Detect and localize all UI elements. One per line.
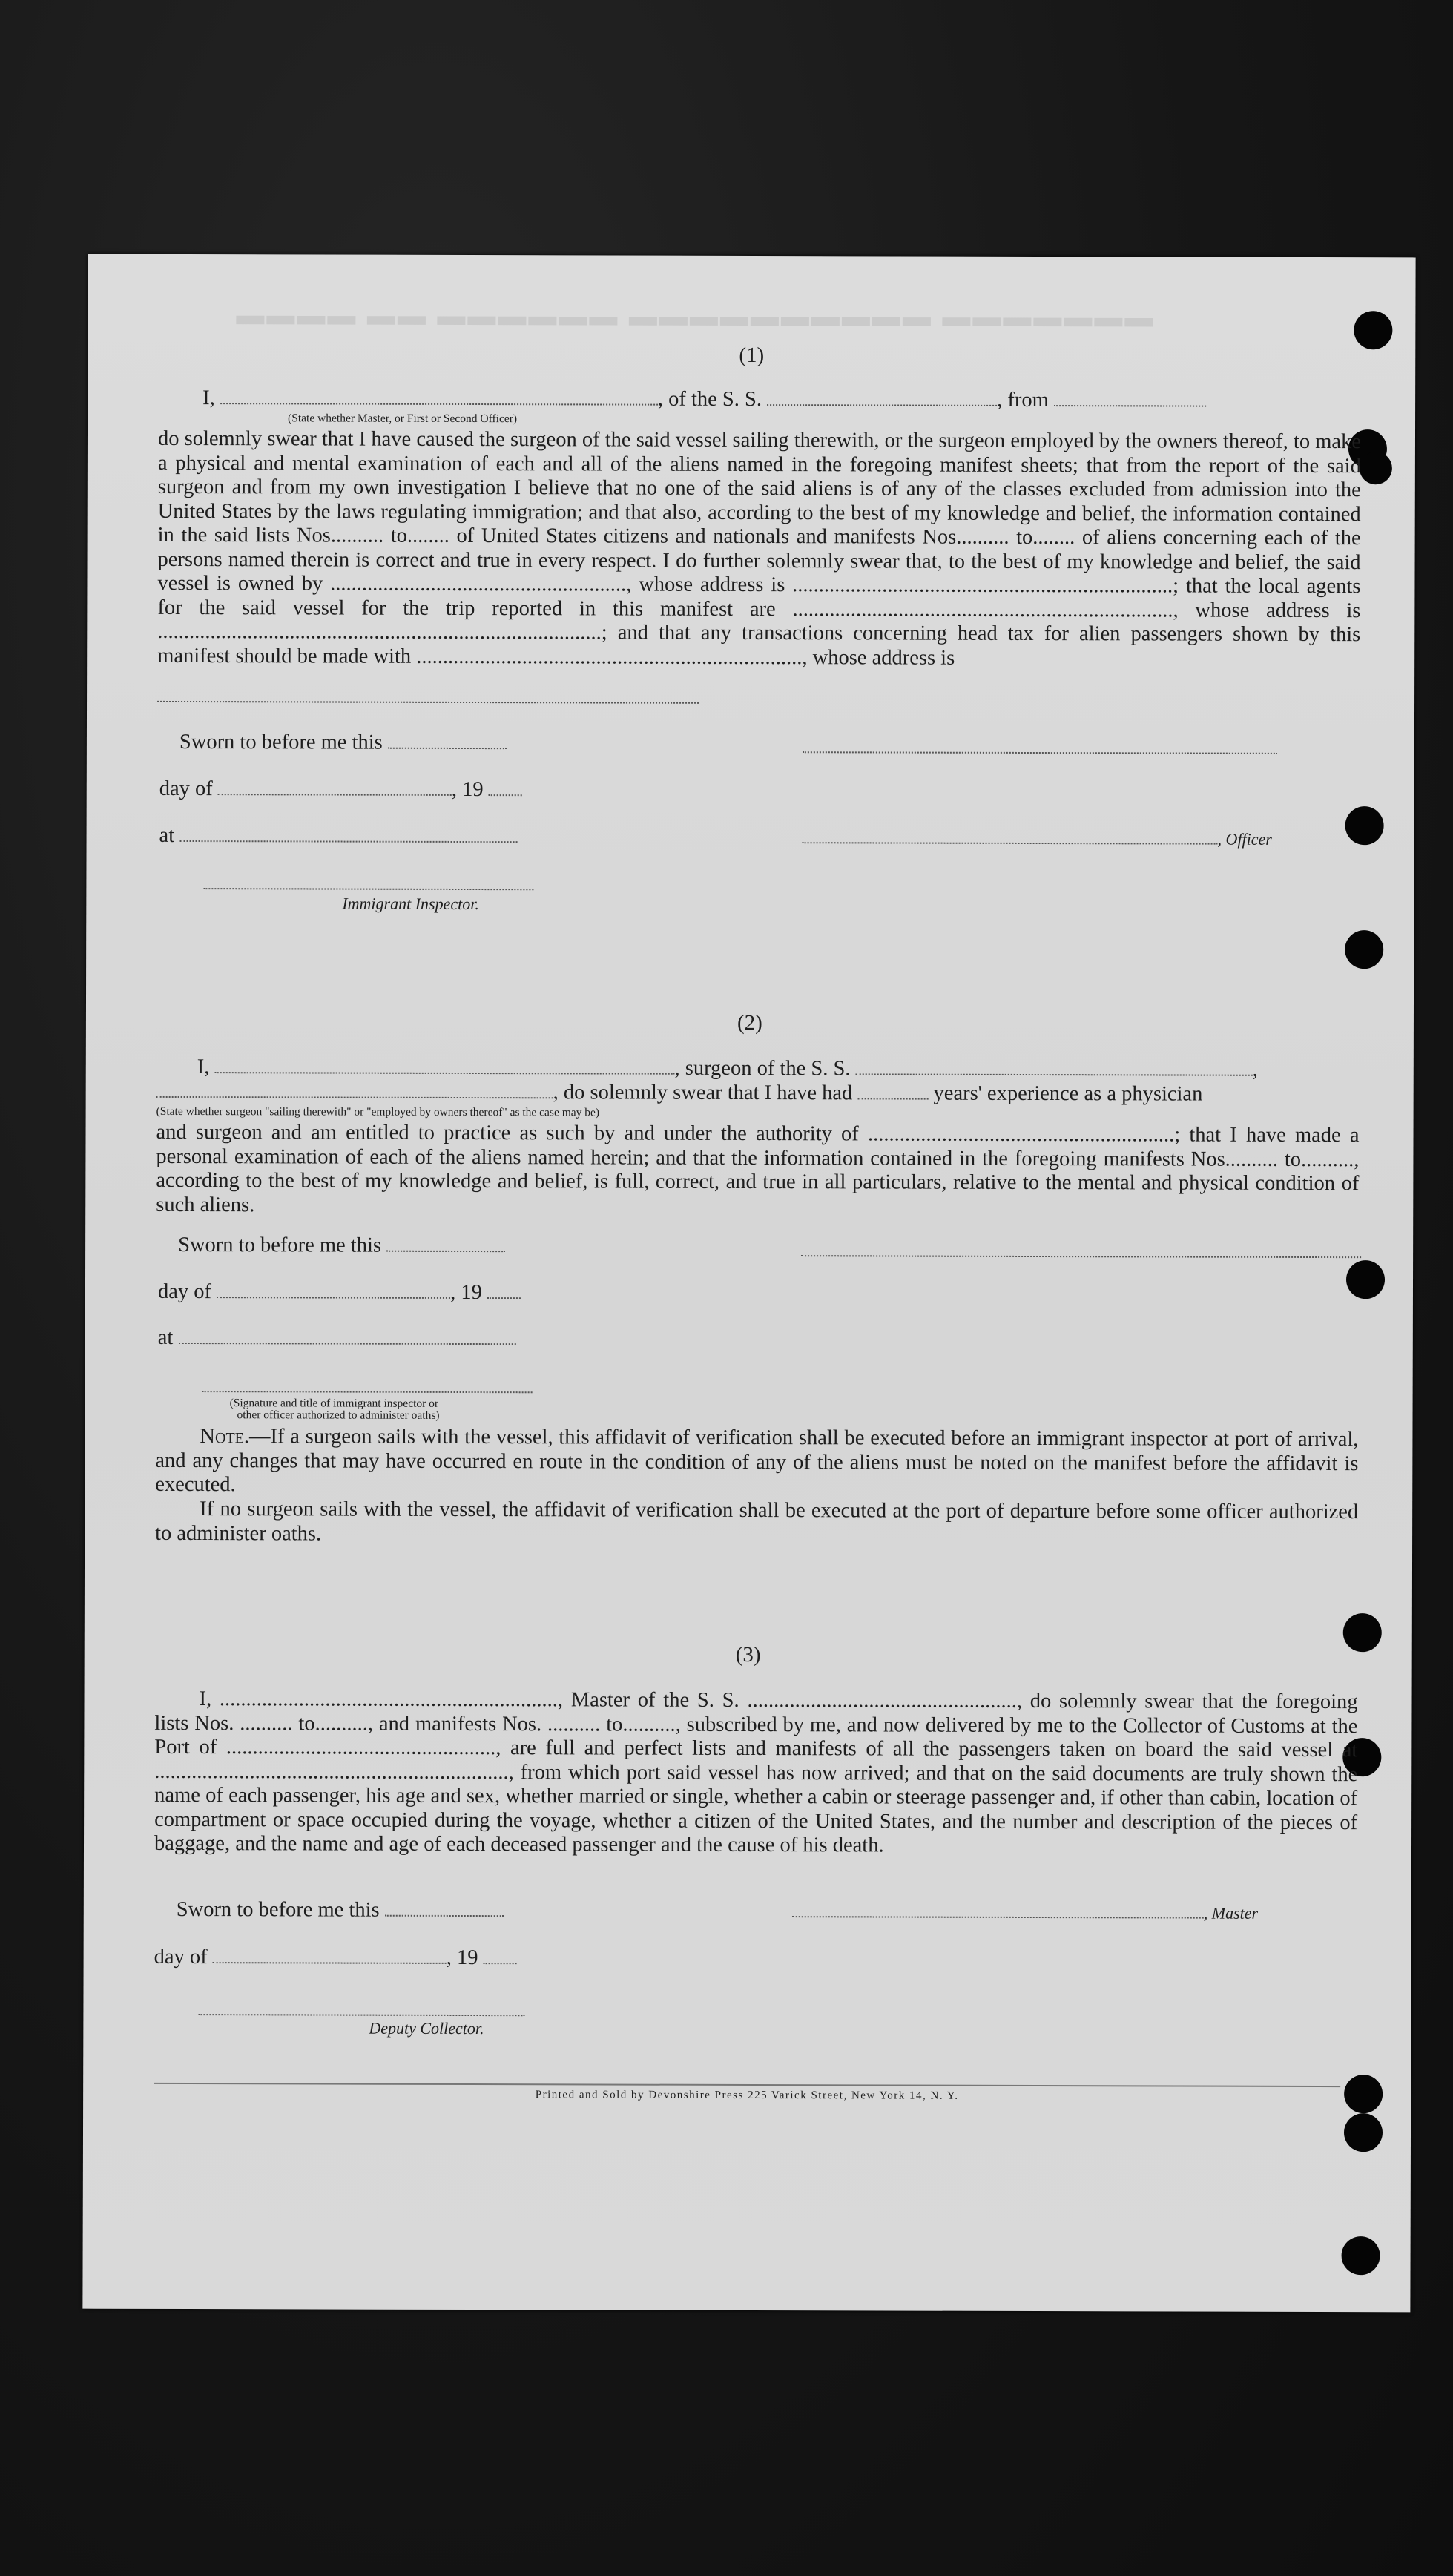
section-1-tail-line[interactable]	[157, 699, 699, 704]
day-of-label: day of	[154, 1945, 208, 1969]
years-experience-field[interactable]	[857, 1081, 928, 1099]
year-field[interactable]	[489, 778, 522, 796]
from-label: , from	[997, 388, 1049, 412]
deputy-collector-label: Deputy Collector.	[369, 2018, 484, 2038]
section-2-inspector-line[interactable]	[202, 1389, 533, 1393]
printer-imprint: Printed and Sold by Devonshire Press 225 Varick Street, New York 14, N. Y.	[535, 2089, 959, 2102]
bleed-through-artifact: ▬▬▬▬ ▬▬ ▬▬▬▬▬▬ ▬▬▬▬▬▬▬▬▬▬ ▬▬▬▬▬▬▬	[236, 300, 1156, 334]
punch-hole-icon	[1342, 2236, 1380, 2275]
sworn-date-field[interactable]	[386, 1234, 505, 1252]
day-of-field[interactable]	[213, 1946, 447, 1964]
note-label: Note.	[200, 1425, 250, 1449]
sworn-label: Sworn to before me this	[176, 1897, 380, 1922]
swear-label: , do solemnly swear that I have had	[553, 1081, 853, 1105]
sworn-label: Sworn to before me this	[178, 1233, 382, 1257]
year-label: , 19	[451, 777, 484, 802]
signature-caption-2: other officer authorized to administer oaths)	[237, 1409, 440, 1422]
vessel-name-field[interactable]	[767, 388, 997, 406]
at-place-field[interactable]	[179, 824, 517, 843]
sworn-label: Sworn to before me this	[179, 730, 383, 754]
inspector-signature-line[interactable]	[203, 886, 533, 890]
section-3-paragraph: I, ................................................................, Master of the S. S. ..................................................., do solemnly swear that the foregoing lists Nos. .......... to.........., and manifests Nos. .......... to.........., subscribed by me, and now delivered by me to the Collector of Customs at the Port of ..................................................., are full and perfect lists and manifests of all the passengers taken on board the said vessel at ..................................................................., from which port said vessel has now arrived; and that on the said documents are truly shown the name of each passenger, his age and sex, whether married or single, whether a cabin or steerage passenger and, if other than cabin, location of compartment or space occupied during the voyage, whether a citizen of the United States, and the number and description of the pieces of baggage, and the name and age of each deceased passenger and the cause of his death.	[154, 1687, 1358, 1857]
section-2-paragraph: and surgeon and am entitled to practice as such by and under the authority of ..........................................................; that I have made a personal examination of each of the aliens named herein; and that the information contained in the foregoing manifests Nos.......... to.........., according to the best of my knowledge and belief, is full, correct, and true in all particulars, relative to the mental and physical condition of such aliens.	[156, 1120, 1360, 1216]
section-2-day	[158, 1280, 521, 1305]
of-the-ss-label: , of the S. S.	[657, 387, 762, 412]
surgeon-of-label: , surgeon of the S. S.	[674, 1056, 851, 1081]
master-signature-field[interactable]	[792, 1900, 1204, 1918]
day-of-label: day of	[159, 777, 213, 801]
surgeon-status-field[interactable]	[156, 1080, 553, 1098]
surgeon-name-field[interactable]	[214, 1055, 674, 1075]
day-of-field[interactable]	[217, 1280, 450, 1299]
signature-caption-1: (Signature and title of immigrant inspector or	[229, 1397, 439, 1410]
section-3-master	[792, 1900, 1258, 1925]
at-label: at	[159, 823, 175, 847]
section-1-caption: (State whether Master, or First or Second Officer)	[288, 412, 518, 426]
section-1-i: I,	[202, 386, 215, 410]
year-field[interactable]	[487, 1281, 521, 1299]
section-1-heading: (1)	[739, 343, 765, 368]
section-1-at	[159, 824, 518, 849]
section-1-day	[159, 777, 522, 802]
section-2-second-line	[156, 1080, 1203, 1107]
years-label: years' experience as a physician	[933, 1081, 1203, 1106]
officer-signature-field[interactable]	[803, 826, 1218, 844]
surgeon-vessel-field[interactable]	[856, 1057, 1253, 1075]
from-port-field[interactable]	[1054, 389, 1206, 407]
at-label: at	[157, 1325, 174, 1349]
section-2-heading: (2)	[737, 1010, 762, 1035]
sworn-date-field[interactable]	[388, 731, 507, 749]
at-place-field[interactable]	[178, 1326, 515, 1345]
immigrant-inspector-label: Immigrant Inspector.	[342, 894, 479, 914]
section-2-sworn	[178, 1233, 505, 1258]
punch-hole-icon	[1354, 311, 1392, 349]
officer-label: , Officer	[1217, 829, 1272, 849]
section-2-first-line: I, , surgeon of the S. S. ,	[197, 1055, 1258, 1081]
officer-name-field[interactable]	[220, 386, 658, 406]
note-text: —If a surgeon sails with the vessel, this affidavit of verification shall be executed before an immigrant inspector at port of arrival, and any changes that may have occurred en route in the condition of any of the aliens must be noted on the manifest before the affidavit is executed.	[155, 1425, 1359, 1497]
document-page	[82, 254, 1415, 2313]
surgeon-signature-line[interactable]	[801, 1254, 1361, 1258]
note-paragraph	[155, 1425, 1358, 1501]
year-label: , 19	[450, 1280, 482, 1305]
section-1-first-line	[202, 386, 1363, 413]
note-paragraph-2: If no surgeon sails with the vessel, the affidavit of verification shall be executed at the port of departure before some officer authorized to administer oaths.	[155, 1498, 1359, 1545]
section-3-sworn	[177, 1898, 504, 1923]
deputy-collector-line[interactable]	[198, 2012, 524, 2016]
punch-hole-icon	[1360, 452, 1392, 484]
section-1-officer	[803, 826, 1272, 851]
punch-hole-icon	[1344, 2113, 1383, 2152]
section-2-at	[158, 1326, 516, 1351]
punch-hole-icon	[1345, 806, 1384, 845]
section-1-sworn	[179, 731, 507, 755]
section-1-paragraph: do solemnly swear that I have caused the surgeon of the said vessel sailing therewith, or the surgeon employed by the owners thereof, to make a physical and mental examination of each and all of the aliens named in the foregoing manifest sheets; that from the report of the said surgeon and from my own investigation I believe that no one of the said aliens is of any of the classes excluded from admission into the United States by the laws regulating immigration; and that also, according to the best of my knowledge and belief, the information contained in the said lists Nos.......... to........ of United States citizens and nationals and manifests Nos.......... to........ of aliens concerning each of the persons named therein is correct and true in every respect. I do further solemnly swear that, to the best of my knowledge and belief, the said vessel is owned by ........................................................, whose address is ........................................................................; that the local agents for the said vessel for the trip reported in this manifest are ........................................................................, whose address is ....................................................................................; and that any transactions concerning head tax for alien passengers shown by this manifest should be made with ........................................................................., whose address is	[157, 426, 1362, 670]
day-of-label: day of	[157, 1279, 212, 1304]
sworn-date-field[interactable]	[385, 1899, 504, 1917]
section-1-signature-line-1[interactable]	[803, 750, 1277, 754]
punch-hole-icon	[1346, 1260, 1385, 1299]
footer-rule	[154, 2083, 1340, 2087]
master-label: , Master	[1203, 1903, 1259, 1923]
section-2-i: I,	[197, 1055, 210, 1079]
day-of-field[interactable]	[218, 777, 452, 796]
section-3-heading: (3)	[735, 1642, 761, 1667]
year-label: , 19	[446, 1946, 478, 1970]
section-2-caption: (State whether surgeon "sailing therewith" or "employed by owners thereof" as the case may be)	[156, 1104, 600, 1119]
punch-hole-icon	[1345, 930, 1383, 969]
section-3-day	[154, 1946, 517, 1970]
year-field[interactable]	[484, 1946, 517, 1964]
